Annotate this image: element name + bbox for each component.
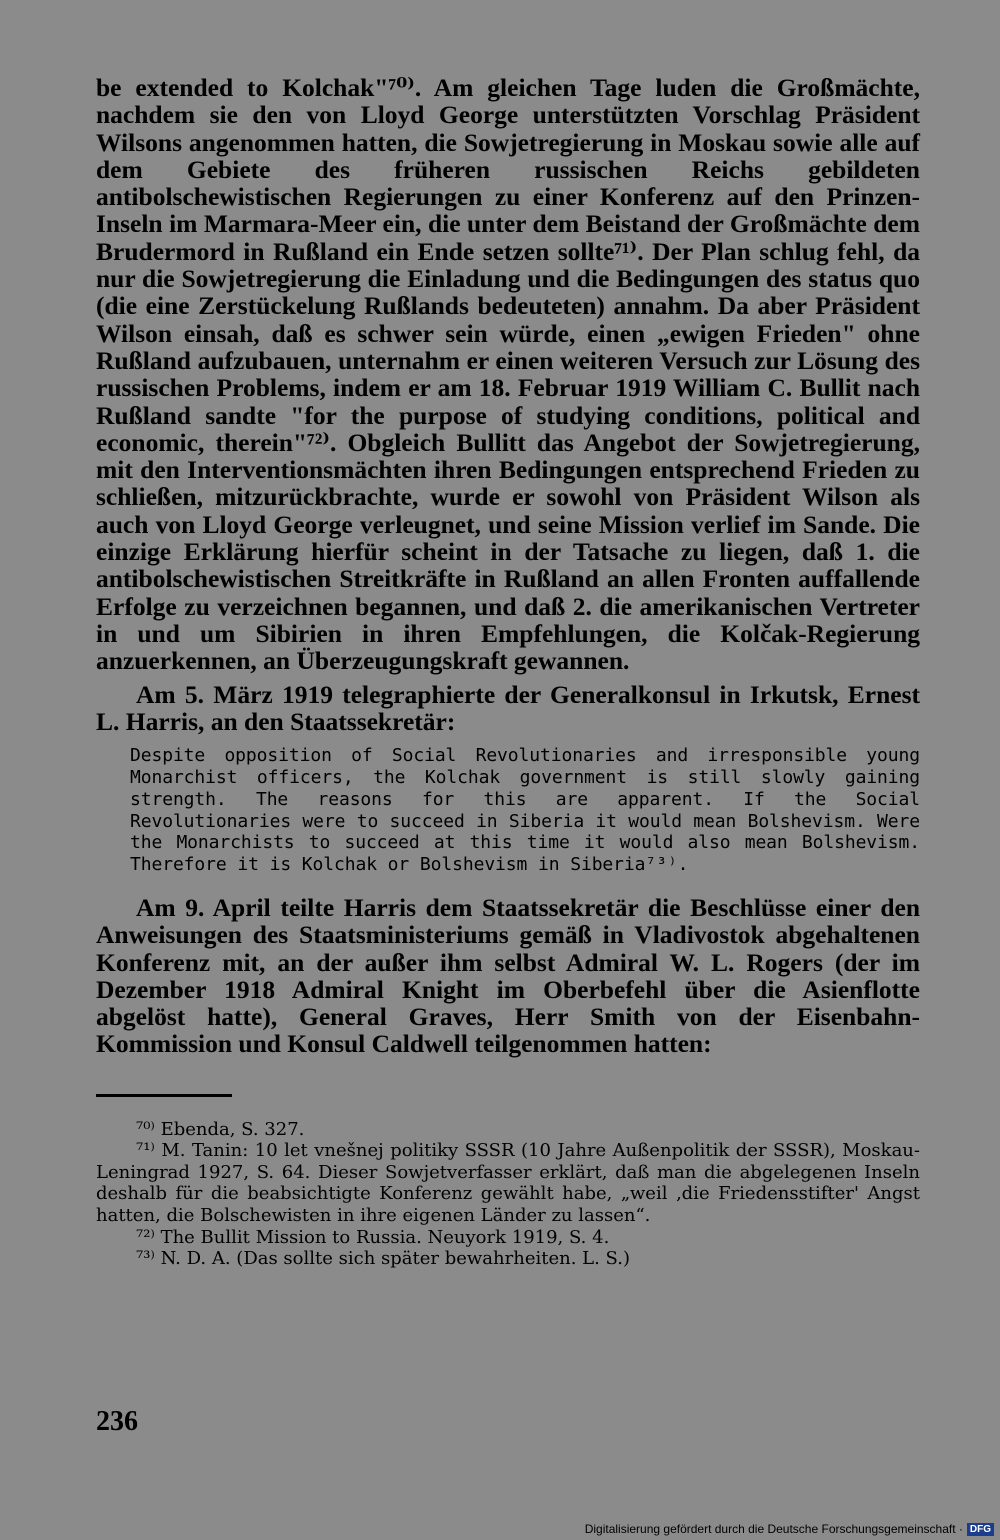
footnote-73: ⁷³⁾ N. D. A. (Das sollte sich später bewahrheiten. L. S.) [136,1248,630,1270]
footnote-70: ⁷⁰⁾ Ebenda, S. 327. [136,1118,305,1140]
footnote-72: ⁷²⁾ The Bullit Mission to Russia. Neuyork 1919, S. 4. [136,1226,610,1248]
footnote-71: ⁷¹⁾ M. Tanin: 10 let vnešnej politiky SSSR (10 Jahre Außenpolitik der SSSR), Moskau-Leningrad 1927, S. 64. Dieser Sowjetverfasser erklärt, daß man die abgelegenen Inseln deshalb für die beabsichtigte Konferenz gewählt habe, „weil ‚die Friedensstifter' Angst hatten, die Bolschewisten in ihre eigenen Länder zu lassen“. [96,1140,920,1227]
footnote-divider [96,1094,232,1097]
credit-text: Digitalisierung gefördert durch die Deutsche Forschungsgemeinschaft · [584,1522,963,1536]
body-paragraph-3: Am 9. April teilte Harris dem Staatssekretär die Beschlüsse einer den Anweisungen des Staatsministeriums gemäß in Vladivostok abgehaltenen Konferenz mit, an der außer ihm selbst Admiral W. L. Rogers (der im Dezember 1918 Admiral Knight im Oberbefehl über die Asienflotte abgelöst hatte), General Graves, Herr Smith von der Eisenbahn-Kommission und Konsul Caldwell teilgenommen hatten: [96,892,920,1059]
digitization-credit [585,1522,994,1536]
footnotes [96,1119,920,1270]
dfg-logo-icon: DFG [967,1523,994,1536]
body-paragraph-1: be extended to Kolchak"⁷⁰⁾. Am gleichen Tage luden die Großmächte, nachdem sie den von Lloyd George unterstützten Vorschlag Präsident Wilsons angenommen hatten, die Sowjetregierung in Moskau sowie alle auf dem Gebiete des früheren russischen Reichs gebildeten antibolschewistischen Regierungen zu einer Konferenz auf den Prinzen-Inseln im Marmara-Meer ein, die unter dem Beistand der Großmächte dem Brudermord in Rußland ein Ende setzen sollte⁷¹⁾. Der Plan schlug fehl, da nur die Sowjetregierung die Einladung und die Bedingungen des status quo (die eine Zerstückelung Rußlands bedeuteten) annahm. Da aber Präsident Wilson einsah, daß es schwer sein würde, einen „ewigen Frieden" ohne Rußland aufzubauen, unternahm er einen weiteren Versuch zur Lösung des russischen Problems, indem er am 18. Februar 1919 William C. Bullit nach Rußland sandte "for the purpose of studying conditions, political and economic, therein"⁷²⁾. Obgleich Bullitt das Angebot der Sowjetregierung, mit den Interventionsmächten ihren Bedingungen entsprechend Frieden zu schließen, mitzurückbrachte, wurde er sowohl von Präsident Wilson als auch von Lloyd George verleugnet, und seine Mission verlief im Sande. Die einzige Erklärung hierfür scheint in der Tatsache zu liegen, daß 1. die antibolschewistischen Streitkräfte in Rußland an allen Fronten auffallende Erfolge zu verzeichnen begannen, und daß 2. die amerikanischen Vertreter in und um Sibirien in ihren Empfehlungen, die Kolčak-Regierung anzuerkennen, an Überzeugungskraft gewannen. [96,73,920,676]
body-paragraph-2: Am 5. März 1919 telegraphierte der Generalkonsul in Irkutsk, Ernest L. Harris, an den Staatssekretär: [96,679,920,736]
page-number: 236 [96,1406,138,1437]
block-quote: Despite opposition of Social Revolutionaries and irresponsible young Monarchist officers, the Kolchak government is still slowly gaining strength. The reasons for this are apparent. If the Social Revolutionaries were to succeed in Siberia it would mean Bolshevism. Were the Monarchists to succeed at this time it would also mean Bolshevism. Therefore it is Kolchak or Bolshevism in Siberia⁷³⁾. [130,745,920,876]
page-body [96,74,920,1270]
